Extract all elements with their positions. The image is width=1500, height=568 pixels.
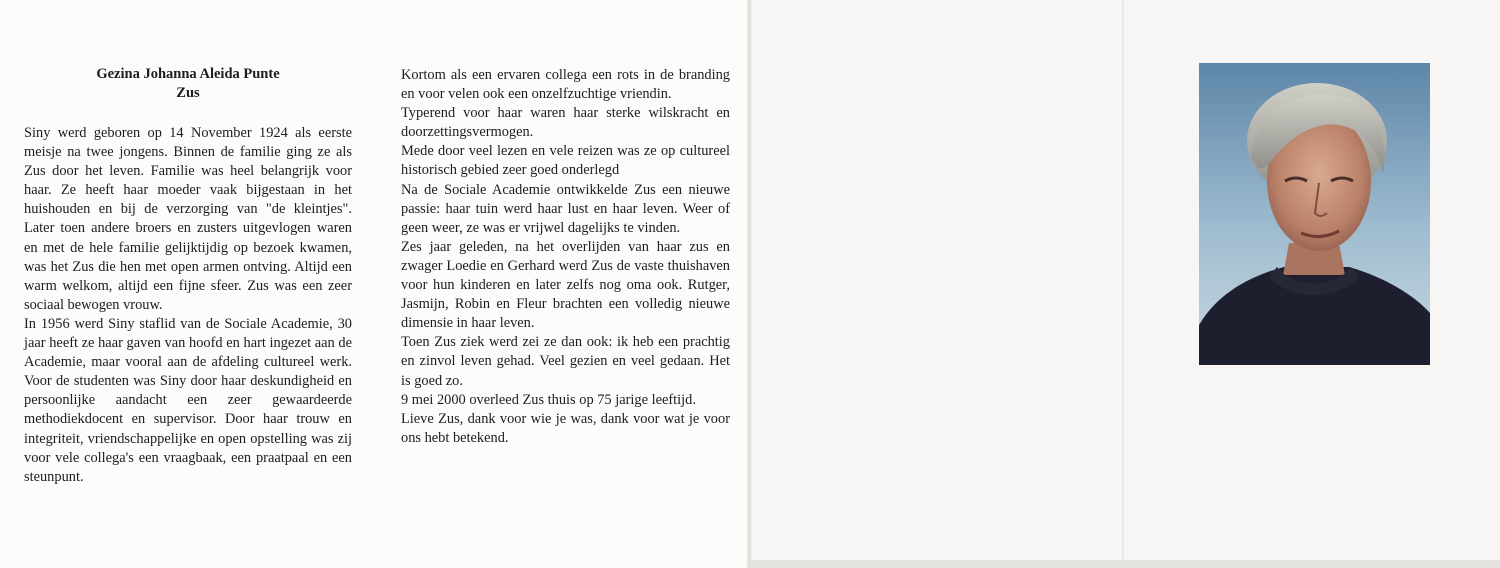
biography-paragraph: Na de Sociale Academie ontwikkelde Zus een nieuwe passie: haar tuin werd haar lust en haar leven. Weer of geen weer, ze was er vrijwel dagelijks te vinden. xyxy=(401,181,730,236)
portrait-illustration xyxy=(1199,63,1430,365)
biography-paragraph: Zes jaar geleden, na het overlijden van haar zus en zwager Loedie en Gerhard werd Zus de vaste thuishaven voor hun kinderen en later zelfs nog oma ook. Rutger, Jasmijn, Robin en Fleur brachten een volledig nieuwe dimensie in haar leven. xyxy=(401,238,730,332)
biography-column-right xyxy=(401,66,730,448)
biography-paragraph: Siny werd geboren op 14 November 1924 als eerste meisje na twee jongens. Binnen de familie ging ze als Zus door het leven. Familie was heel belangrijk voor haar. Ze heeft haar moeder vaak bijgestaan in het huishouden en bij de verzorging van "de kleintjes". Later toen andere broers en zusters uitgevlogen waren en met de hele familie gelijktijdig op bezoek kwamen, was het Zus die hen met open armen ontving. Altijd een warm welkom, altijd een fijne sfeer. Zus was een zeer sociaal bewogen vrouw. xyxy=(24,125,352,313)
biography-paragraph: Toen Zus ziek werd zei ze dan ook: ik heb een prachtig en zinvol leven gehad. Veel gezien en veel gedaan. Het is goed zo. xyxy=(401,334,730,389)
memorial-heading xyxy=(24,65,352,103)
biography-paragraph: In 1956 werd Siny staflid van de Sociale Academie, 30 jaar heeft ze haar gaven van hoofd en hart ingezet aan de Academie, maar vooral aan de afdeling cultureel werk. Voor de studenten was Siny door haar deskundigheid en persoonlijke aandacht een zeer gewaardeerde methodiekdocent en supervisor. Door haar trouw en integriteit, vriendschappelijke en open opstelling was zij voor vele collega's een vraagbaak, een praatpaal en een steunpunt. xyxy=(24,315,352,485)
biography-paragraph: Mede door veel lezen en vele reizen was ze op cultureel historisch gebied zeer goed onderlegd xyxy=(401,143,730,179)
page-edge-shadow xyxy=(750,560,1500,568)
portrait-photo xyxy=(1199,63,1430,365)
biography-paragraph: Kortom als een ervaren collega een rots in de branding en voor velen ook een onzelfzuchtige vriendin. xyxy=(401,67,730,103)
card-crease xyxy=(1122,0,1124,568)
deceased-nickname: Zus xyxy=(176,85,200,101)
card-fold xyxy=(746,0,752,568)
deceased-full-name: Gezina Johanna Aleida Punte xyxy=(96,66,280,82)
biography-paragraph: Lieve Zus, dank voor wie je was, dank voor wat je voor ons hebt betekend. xyxy=(401,410,730,446)
biography-column-left xyxy=(24,124,352,487)
biography-paragraph: Typerend voor haar waren haar sterke wilskracht en doorzettingsvermogen. xyxy=(401,105,730,141)
biography-paragraph: 9 mei 2000 overleed Zus thuis op 75 jarige leeftijd. xyxy=(401,391,696,408)
